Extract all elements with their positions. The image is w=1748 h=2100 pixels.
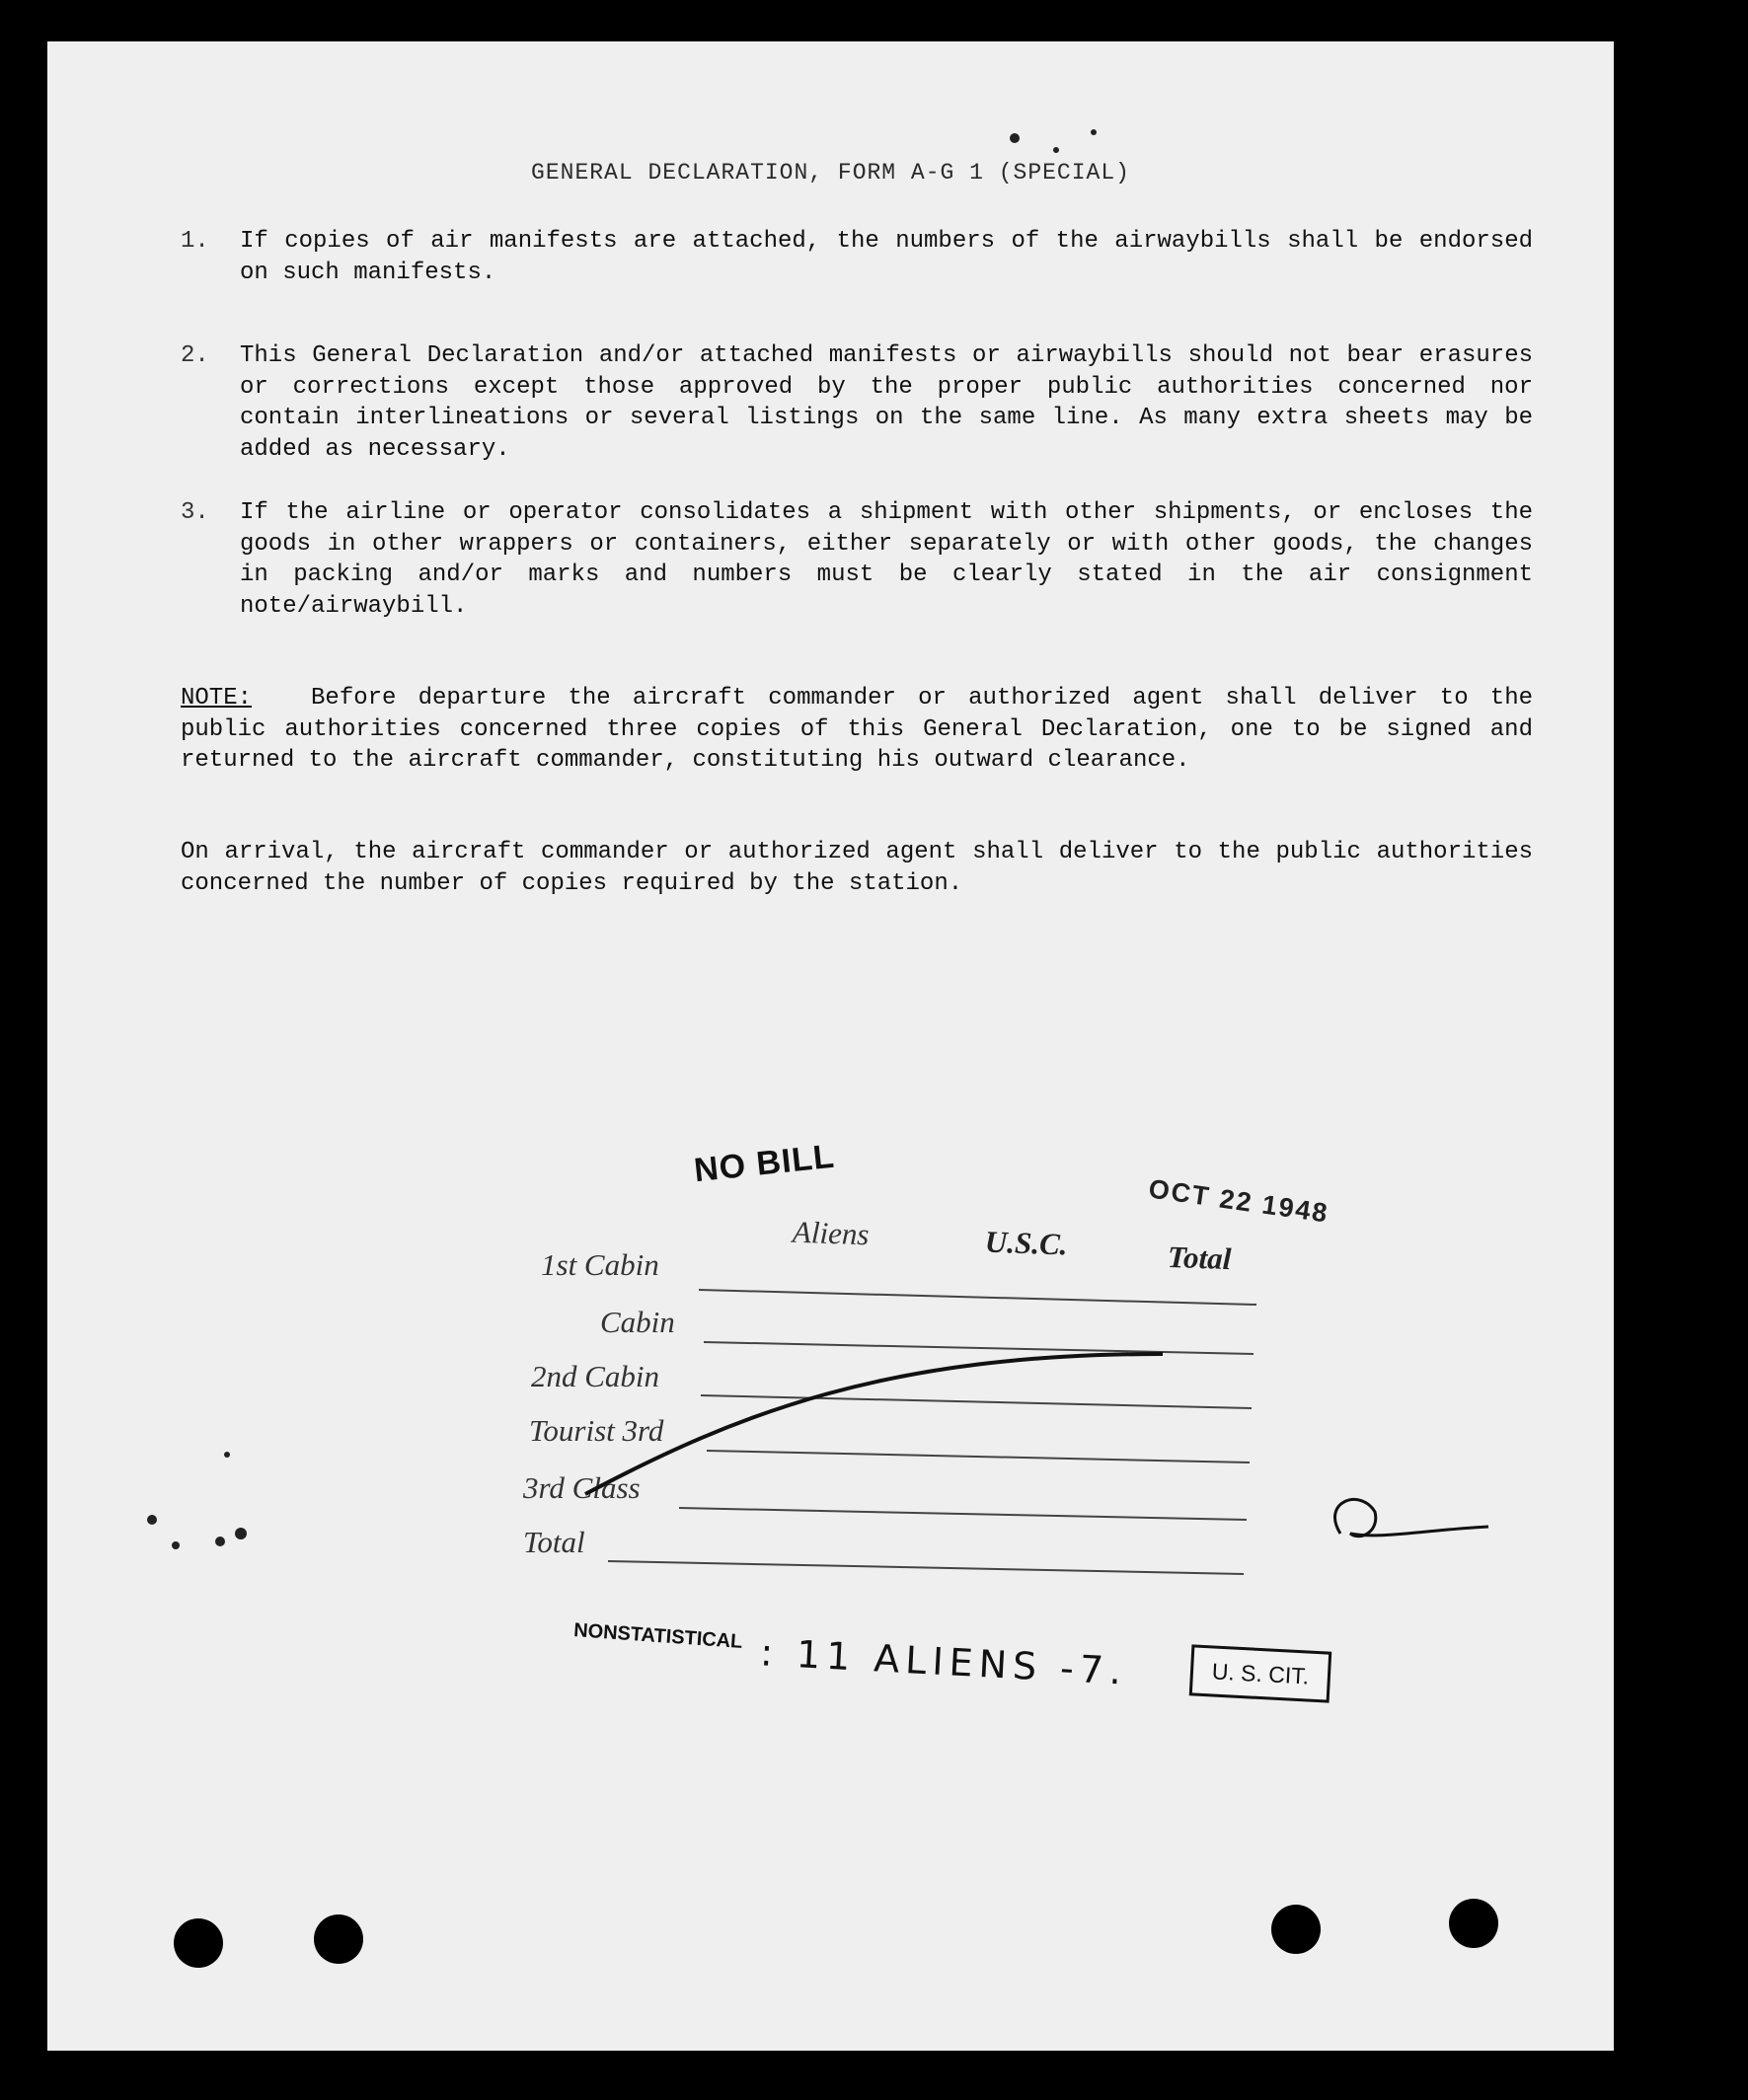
note-text: Before departure the aircraft commander or authorized agent shall deliver to the public authorities concerned three copies of this General Declaration, one to be signed and returned to the aircraft commander, constituting his outward clearance.	[181, 685, 1533, 774]
row-2nd-cabin: 2nd Cabin	[531, 1359, 660, 1393]
smudge	[172, 1541, 180, 1549]
smudge	[1091, 129, 1097, 135]
column-total: Total	[1167, 1238, 1232, 1277]
binder-hole	[1449, 1899, 1498, 1948]
instruction-text: If the airline or operator consolidates a shipment with other shipments, or encloses the goods in other wrappers or containers, either separately or with other goods, the changes in packing and/or marks and numbers must be clearly stated in the air consignment note/airwaybill.	[240, 499, 1533, 620]
ink-smudges	[147, 129, 1097, 1549]
smudge	[224, 1452, 230, 1458]
note-label: NOTE:	[181, 685, 253, 712]
row-1st-cabin: 1st Cabin	[541, 1247, 659, 1282]
row-total: Total	[523, 1525, 585, 1559]
pen-stroke	[585, 1354, 1163, 1494]
instruction-text: If copies of air manifests are attached, the numbers of the airwaybills shall be endorsed on such manifests.	[240, 228, 1533, 286]
smudge	[147, 1515, 157, 1525]
column-aliens: Aliens	[792, 1214, 871, 1252]
nonstatistical-stamp: NONSTATISTICAL	[572, 1619, 744, 1653]
no-bill-stamp: NO BILL	[692, 1137, 837, 1190]
instruction-number: 3.	[181, 499, 209, 526]
smudge	[235, 1528, 247, 1539]
binder-hole	[174, 1918, 223, 1968]
smudge	[215, 1537, 225, 1546]
row-3rd-class: 3rd Class	[523, 1470, 641, 1505]
table-rule-lines	[608, 1290, 1256, 1574]
smudge	[1053, 147, 1059, 153]
arrival-paragraph: On arrival, the aircraft commander or authorized agent shall deliver to the public authorities concerned the number of copies required by the station.	[181, 839, 1533, 897]
instruction-number: 2.	[181, 342, 209, 369]
binder-hole	[314, 1914, 363, 1964]
document-page	[47, 41, 1614, 2051]
smudge	[1010, 133, 1020, 143]
table-line	[707, 1451, 1250, 1462]
table-line	[608, 1561, 1244, 1574]
handwritten-aliens-note: : 11 ALIENS -7.	[759, 1630, 1129, 1693]
us-cit-stamp: U. S. CIT.	[1189, 1644, 1332, 1702]
handwritten-mark	[1335, 1499, 1488, 1536]
marks-overlay	[47, 41, 1614, 2051]
column-usc: U.S.C.	[984, 1224, 1069, 1262]
date-stamp: OCT 22 1948	[1146, 1173, 1331, 1229]
instruction-text: This General Declaration and/or attached manifests or airwaybills should not bear erasures or corrections except those approved by the proper public authorities concerned nor contain interlineations or several listings on the same line. As many extra sheets may be added as necessary.	[240, 342, 1533, 463]
table-line	[699, 1290, 1256, 1305]
binder-hole	[1271, 1905, 1321, 1954]
table-line	[679, 1508, 1247, 1520]
table-line	[704, 1342, 1254, 1354]
instruction-number: 1.	[181, 228, 209, 255]
row-tourist-3rd: Tourist 3rd	[529, 1413, 664, 1448]
form-title: GENERAL DECLARATION, FORM A-G 1 (SPECIAL)	[531, 160, 1130, 186]
row-cabin: Cabin	[600, 1305, 675, 1339]
